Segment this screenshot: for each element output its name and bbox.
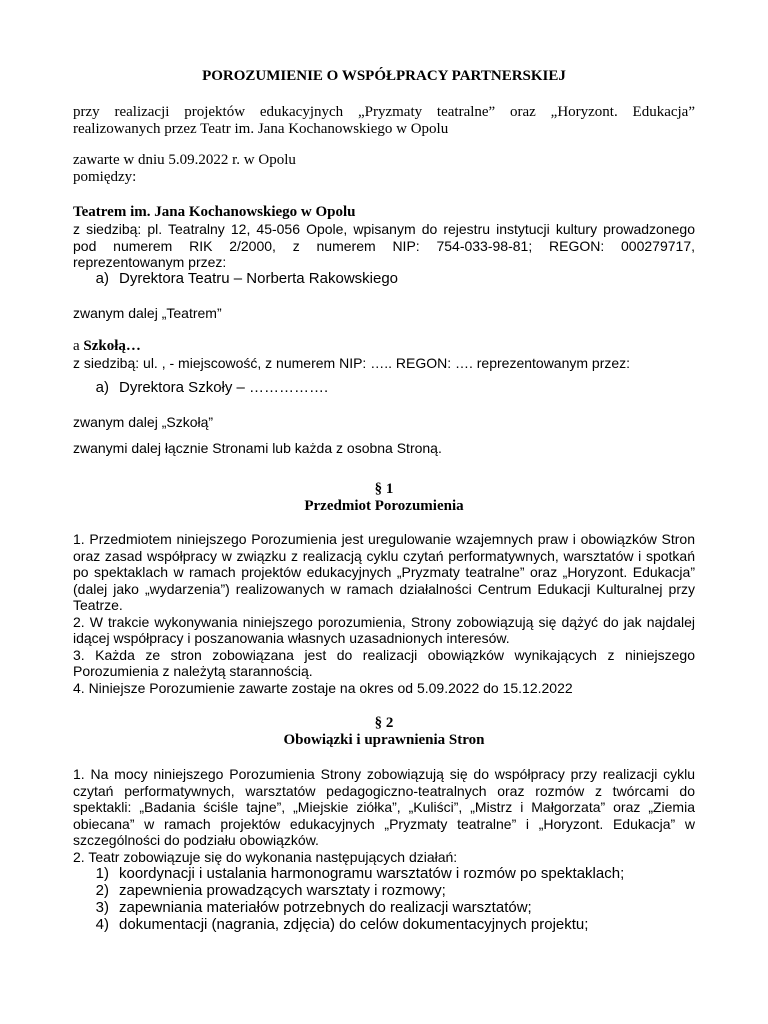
s1-p1-line-4: (dalej jako „wydarzenia”) realizowanych w ramach działalności Centrum Edukacji Kulturalnej przy bbox=[73, 580, 695, 597]
list-item-text: zapewnienia prowadzących warsztaty i rozmowy; bbox=[119, 882, 446, 899]
intro-line-2: realizowanych przez Teatr im. Jana Kochanowskiego w Opolu bbox=[73, 120, 449, 137]
party1-called: zwanym dalej „Teatrem” bbox=[73, 305, 222, 321]
s2-p1-line-3: spektakli: „Badania ściśle tajne”, „Miejskie ziółka”, „Kuliści”, „Mistrz i Małgorzata” oraz „Ziemia bbox=[73, 799, 695, 815]
document-title: POROZUMIENIE O WSPÓŁPRACY PARTNERSKIEJ bbox=[202, 68, 566, 84]
section1-number: § 1 bbox=[374, 481, 394, 497]
list-item bbox=[73, 883, 695, 900]
section2-list bbox=[73, 866, 695, 934]
section1-body bbox=[73, 531, 695, 696]
party2-rep: Dyrektora Szkoły – ……………. bbox=[119, 379, 329, 396]
party1-line-2: pod numerem RIK 2/2000, z numerem NIP: 754-033-98-81; REGON: 000279717, bbox=[73, 237, 695, 254]
list-item bbox=[73, 917, 695, 934]
intro-paragraph bbox=[73, 104, 695, 137]
list-marker: 4) bbox=[95, 916, 109, 933]
party2-heading bbox=[73, 338, 695, 355]
section2-number: § 2 bbox=[374, 715, 394, 731]
list-marker: a) bbox=[95, 270, 109, 287]
s1-p1-line-1: 1. Przedmiotem niniejszego Porozumienia jest uregulowanie wzajemnych praw i obowiązków Stron bbox=[73, 531, 695, 547]
intro-line-1: przy realizacji projektów edukacyjnych „Pryzmaty teatralne” oraz „Horyzont. Edukacja” bbox=[73, 104, 695, 120]
concluded-paragraph bbox=[73, 152, 695, 185]
s1-p2-line-1: 2. W trakcie wykonywania niniejszego porozumienia, Strony zobowiązują się dążyć do jak najdalej bbox=[73, 613, 695, 630]
s1-p1-line-3: po spektaklach w ramach projektów edukacyjnych „Pryzmaty teatralne” oraz „Horyzont. Edukacja” bbox=[73, 564, 695, 580]
s1-p1-line-5: Teatrze. bbox=[73, 597, 123, 613]
party2-prefix: a bbox=[73, 338, 84, 354]
concluded-line-1: zawarte w dniu 5.09.2022 r. w Opolu bbox=[73, 152, 296, 168]
list-marker: 1) bbox=[95, 865, 109, 882]
s1-p2-line-2: idącej współpracy i poszanowania własnych uzasadnionych interesów. bbox=[73, 630, 510, 646]
s2-p1-line-5: szczególności do podziału obowiązków. bbox=[73, 832, 319, 848]
list-item-text: dokumentacji (nagrania, zdjęcia) do celów dokumentacyjnych projektu; bbox=[119, 916, 589, 933]
party1-rep: Dyrektora Teatru – Norberta Rakowskiego bbox=[119, 270, 399, 287]
section2-heading: Obowiązki i uprawnienia Stron bbox=[283, 732, 485, 748]
section2-body bbox=[73, 766, 695, 865]
list-item bbox=[73, 866, 695, 883]
concluded-line-2: pomiędzy: bbox=[73, 168, 137, 185]
party2-rep-item bbox=[73, 380, 695, 397]
s1-p4: 4. Niniejsze Porozumienie zawarte zostaje na okres od 5.09.2022 do 15.12.2022 bbox=[73, 679, 573, 696]
party2-called: zwanym dalej „Szkołą” bbox=[73, 414, 214, 430]
section1-heading: Przedmiot Porozumienia bbox=[304, 498, 464, 514]
list-marker: a) bbox=[95, 379, 109, 396]
list-marker: 3) bbox=[95, 899, 109, 916]
s2-p1-line-4: obiecana” w ramach projektów edukacyjnych „Pryzmaty teatralne” i „Horyzont. Edukacja” w bbox=[73, 815, 695, 832]
list-marker: 2) bbox=[95, 882, 109, 899]
list-item bbox=[73, 900, 695, 917]
party1-details bbox=[73, 221, 695, 271]
parties-note: zwanymi dalej łącznie Stronami lub każda z osobna Stroną. bbox=[73, 440, 442, 456]
party1-rep-item bbox=[73, 271, 695, 288]
list-item-text: zapewniania materiałów potrzebnych do realizacji warsztatów; bbox=[119, 899, 532, 916]
list-item-text: koordynacji i ustalania harmonogramu warsztatów i rozmów po spektaklach; bbox=[119, 865, 625, 882]
s1-p3-line-2: Porozumienia z należytą starannością. bbox=[73, 663, 313, 679]
s2-p1-line-1: 1. Na mocy niniejszego Porozumienia Strony zobowiązują się do współpracy przy realizacji cyklu bbox=[73, 766, 695, 782]
party1-line-1: z siedzibą: pl. Teatralny 12, 45-056 Opole, wpisanym do rejestru instytucji kultury prowadzonego bbox=[73, 221, 695, 237]
party2-name: Szkołą… bbox=[83, 338, 141, 354]
party1-line-3: reprezentowanym przez: bbox=[73, 254, 227, 270]
s2-p2: 2. Teatr zobowiązuje się do wykonania następujących działań: bbox=[73, 848, 458, 865]
s1-p1-line-2: oraz zasad współpracy w związku z realizacją cyklu czytań performatywnych, warsztatów i spotkań bbox=[73, 547, 695, 564]
party1-name: Teatrem im. Jana Kochanowskiego w Opolu bbox=[73, 204, 356, 220]
s2-p1-line-2: czytań performatywnych, warsztatów pedagogiczno-teatralnych oraz rozmów z twórcami do bbox=[73, 782, 695, 799]
s1-p3-line-1: 3. Każda ze stron zobowiązana jest do realizacji obowiązków wynikających z niniejszego bbox=[73, 646, 695, 663]
party2-line-1: z siedzibą: ul. , - miejscowość, z numerem NIP: ….. REGON: …. reprezentowanym przez: bbox=[73, 355, 631, 371]
